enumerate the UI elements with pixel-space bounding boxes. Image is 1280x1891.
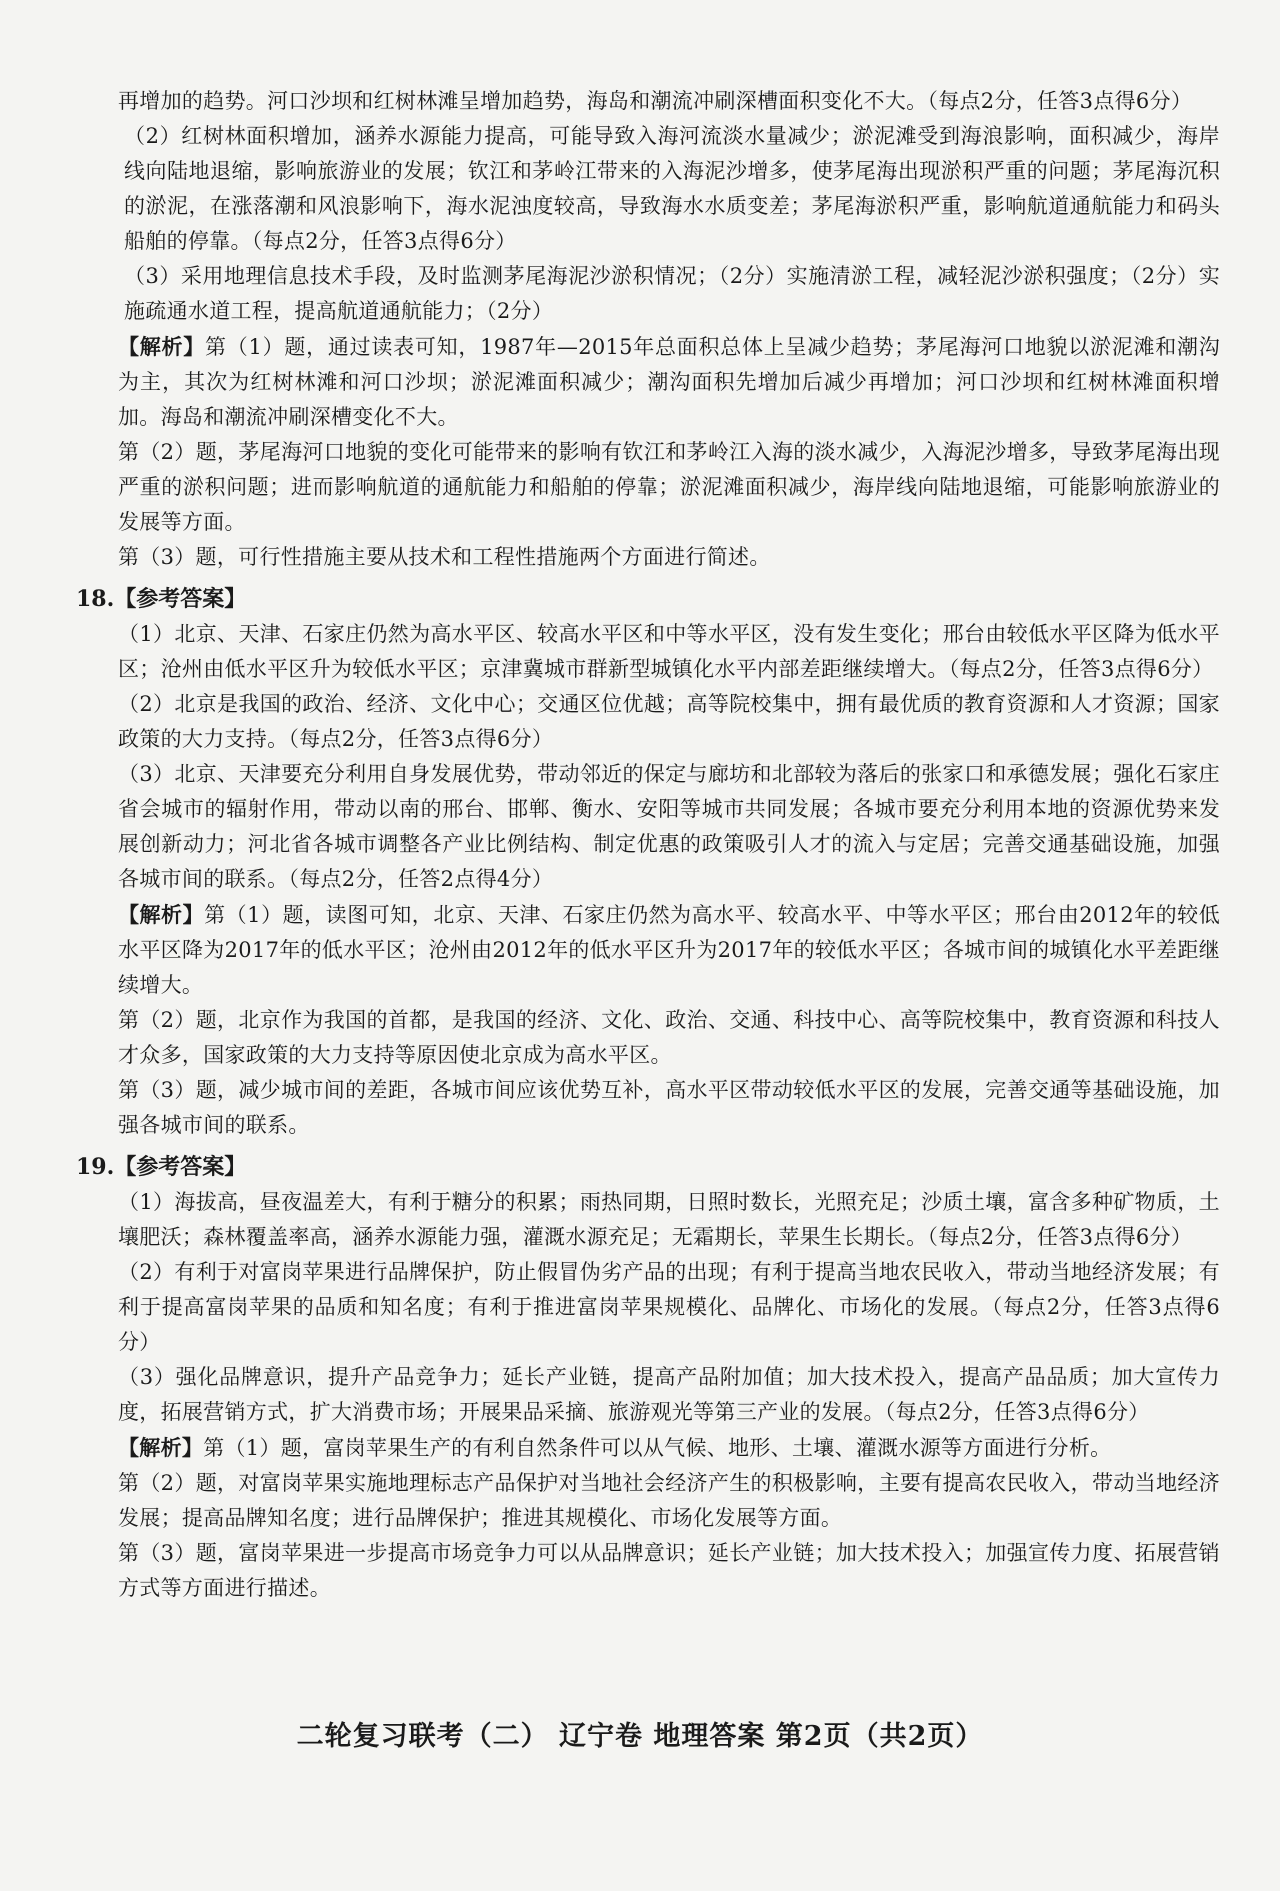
q18-answer-2: （2）北京是我国的政治、经济、文化中心；交通区位优越；高等院校集中，拥有最优质的教育资源和人才资源；国家政策的大力支持。（每点2分，任答3点得6分） xyxy=(118,692,1220,751)
q17-analysis-3: 第（3）题，可行性措施主要从技术和工程性措施两个方面进行简述。 xyxy=(118,545,771,569)
q18-heading: 18.【参考答案】 xyxy=(76,586,247,612)
q19-analysis-1 xyxy=(118,1430,1220,1466)
q18-analysis-1-text: 第（1）题，读图可知，北京、天津、石家庄仍然为高水平、较高水平、中等水平区；邢台由2012年的较低水平区降为2017年的低水平区；沧州由2012年的低水平区升为2017年的较低水平区；各城市间的城镇化水平差距继续增大。 xyxy=(118,903,1220,997)
q19-analysis-3: 第（3）题，富岗苹果进一步提高市场竞争力可以从品牌意识；延长产业链；加大技术投入；加强宣传力度、拓展营销方式等方面进行描述。 xyxy=(118,1541,1220,1600)
q18-analysis-1 xyxy=(118,897,1220,1003)
q19-heading: 19.【参考答案】 xyxy=(76,1154,247,1180)
q17-answer-1-tail: 再增加的趋势。河口沙坝和红树林滩呈增加趋势，海岛和潮流冲刷深槽面积变化不大。（每点2分，任答3点得6分） xyxy=(118,89,1193,113)
question-17-continued xyxy=(118,84,1220,575)
q18-analysis-label: 【解析】 xyxy=(118,902,205,927)
q19-answer-3: （3）强化品牌意识，提升产品竞争力；延长产业链，提高产品附加值；加大技术投入，提高产品品质；加大宣传力度，拓展营销方式，扩大消费市场；开展果品采摘、旅游观光等第三产业的发展。（每点2分，任答3点得6分） xyxy=(118,1365,1220,1424)
q19-answer-1: （1）海拔高，昼夜温差大，有利于糖分的积累；雨热同期，日照时数长，光照充足；沙质土壤，富含多种矿物质，土壤肥沃；森林覆盖率高，涵养水源能力强，灌溉水源充足；无霜期长，苹果生长期长。（每点2分，任答3点得6分） xyxy=(118,1190,1220,1249)
q17-answer-3: （3）采用地理信息技术手段，及时监测茅尾海泥沙淤积情况；（2分）实施清淤工程，减轻泥沙淤积强度；（2分）实施疏通水道工程，提高航道通航能力；（2分） xyxy=(124,264,1220,323)
q19-answer-2: （2）有利于对富岗苹果进行品牌保护，防止假冒伪劣产品的出现；有利于提高当地农民收入，带动当地经济发展；有利于提高富岗苹果的品质和知名度；有利于推进富岗苹果规模化、品牌化、市场化的发展。（每点2分，任答3点得6分） xyxy=(118,1260,1220,1354)
q17-analysis-2: 第（2）题，茅尾海河口地貌的变化可能带来的影响有钦江和茅岭江入海的淡水减少，入海泥沙增多，导致茅尾海出现严重的淤积问题；进而影响航道的通航能力和船舶的停靠；淤泥滩面积减少，海岸线向陆地退缩，可能影响旅游业的发展等方面。 xyxy=(118,440,1220,534)
q19-analysis-1-text: 第（1）题，富岗苹果生产的有利自然条件可以从气候、地形、土壤、灌溉水源等方面进行分析。 xyxy=(203,1436,1112,1460)
q17-analysis-label: 【解析】 xyxy=(118,334,205,359)
q19-analysis-label: 【解析】 xyxy=(118,1435,204,1460)
q18-analysis-2: 第（2）题，北京作为我国的首都，是我国的经济、文化、政治、交通、科技中心、高等院校集中，教育资源和科技人才众多，国家政策的大力支持等原因使北京成为高水平区。 xyxy=(118,1008,1220,1067)
q18-analysis-3: 第（3）题，减少城市间的差距，各城市间应该优势互补，高水平区带动较低水平区的发展，完善交通等基础设施，加强各城市间的联系。 xyxy=(118,1078,1220,1137)
question-19 xyxy=(76,1149,1220,1606)
q18-answer-1: （1）北京、天津、石家庄仍然为高水平区、较高水平区和中等水平区，没有发生变化；邢台由较低水平区降为低水平区；沧州由低水平区升为较低水平区；京津冀城市群新型城镇化水平内部差距继续增大。（每点2分，任答3点得6分） xyxy=(118,622,1220,681)
page-footer: 二轮复习联考（二） 辽宁卷 地理答案 第2页（共2页） xyxy=(296,1721,984,1752)
q17-analysis-1 xyxy=(118,329,1220,435)
q17-analysis-1-text: 第（1）题，通过读表可知，1987年—2015年总面积总体上呈减少趋势；茅尾海河口地貌以淤泥滩和潮沟为主，其次为红树林滩和河口沙坝；淤泥滩面积减少；潮沟面积先增加后减少再增加；河口沙坝和红树林滩面积增加。海岛和潮流冲刷深槽变化不大。 xyxy=(118,335,1221,429)
q19-analysis-2: 第（2）题，对富岗苹果实施地理标志产品保护对当地社会经济产生的积极影响，主要有提高农民收入，带动当地经济发展；提高品牌知名度；进行品牌保护；推进其规模化、市场化发展等方面。 xyxy=(118,1471,1220,1530)
q18-answer-3: （3）北京、天津要充分利用自身发展优势，带动邻近的保定与廊坊和北部较为落后的张家口和承德发展；强化石家庄省会城市的辐射作用，带动以南的邢台、邯郸、衡水、安阳等城市共同发展；各城市要充分利用本地的资源优势来发展创新动力；河北省各城市调整各产业比例结构、制定优惠的政策吸引人才的流入与定居；完善交通基础设施，加强各城市间的联系。（每点2分，任答2点得4分） xyxy=(118,762,1220,891)
question-18 xyxy=(76,581,1220,1143)
q17-answer-2: （2）红树林面积增加，涵养水源能力提高，可能导致入海河流淡水量减少；淤泥滩受到海浪影响，面积减少，海岸线向陆地退缩，影响旅游业的发展；钦江和茅岭江带来的入海泥沙增多，使茅尾海出现淤积严重的问题；茅尾海沉积的淤泥，在涨落潮和风浪影响下，海水泥浊度较高，导致海水水质变差；茅尾海淤积严重，影响航道通航能力和码头船舶的停靠。（每点2分，任答3点得6分） xyxy=(124,124,1220,253)
